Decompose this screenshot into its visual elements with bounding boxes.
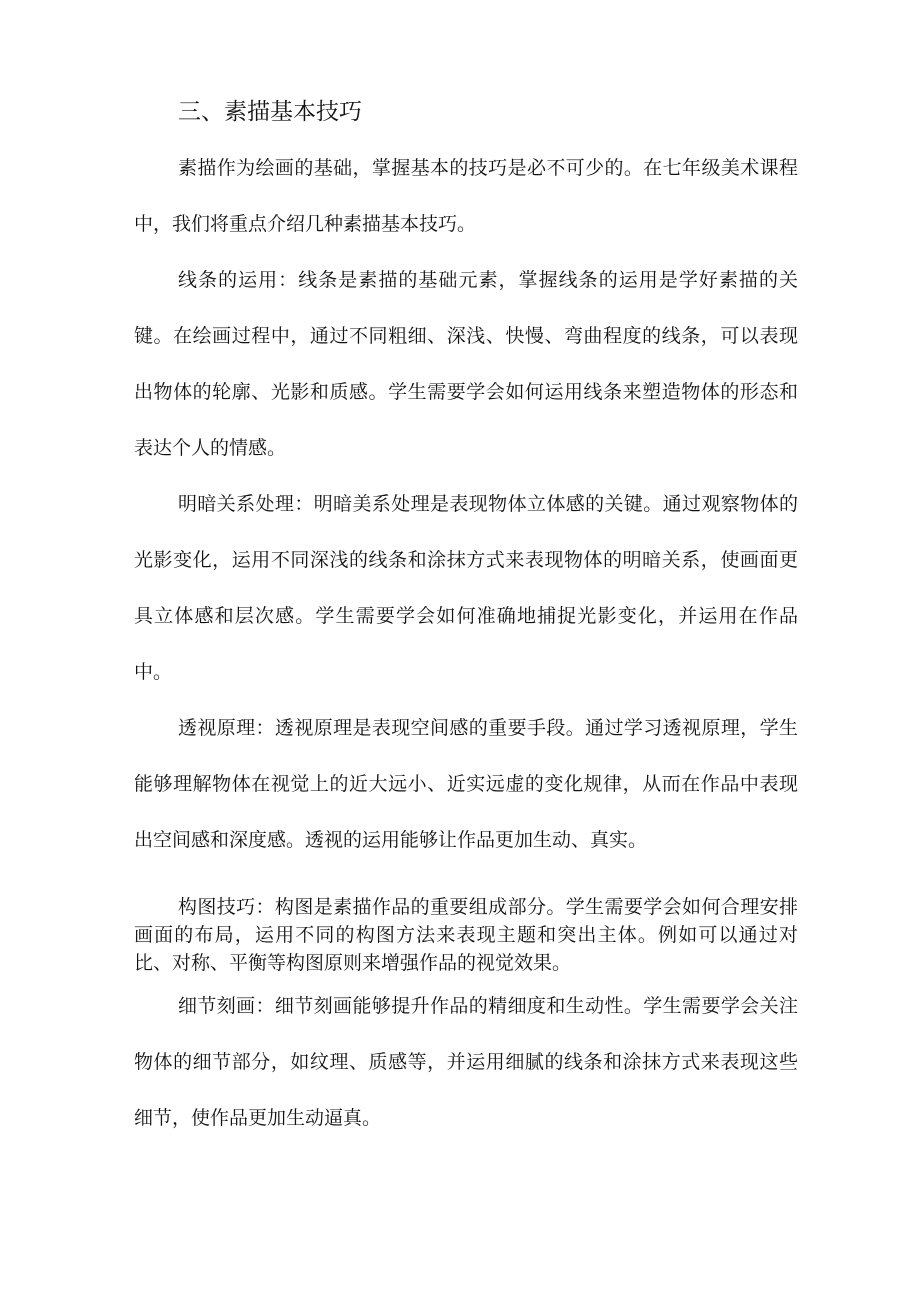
paragraph-composition: 构图技巧：构图是素描作品的重要组成部分。学生需要学会如何合理安排画面的布局，运用不同的构图方法来表现主题和突出主体。例如可以通过对比、对称、平衡等构图原则来增强作品的视觉效果。: [134, 896, 798, 974]
paragraph-detail: 细节刻画：细节刻画能够提升作品的精细度和生动性。学生需要学会关注物体的细节部分，如纹理、质感等，并运用细腻的线条和涂抹方式来表现这些细节，使作品更加生动逼真。: [134, 995, 798, 1129]
section-heading: 三、素描基本技巧: [178, 99, 362, 125]
paragraph-intro: 素描作为绘画的基础，掌握基本的技巧是必不可少的。在七年级美术课程中，我们将重点介绍几种素描基本技巧。: [134, 157, 798, 235]
paragraph-light-shadow: 明暗关系处理：明暗美系处理是表现物体立体感的关键。通过观察物体的光影变化，运用不同深浅的线条和涂抹方式来表现物体的明暗关系，使画面更具立体感和层次感。学生需要学会如何准确地捕捉光影变化，并运用在作品中。: [134, 493, 798, 683]
paragraph-line-usage: 线条的运用：线条是素描的基础元素，掌握线条的运用是学好素描的关键。在绘画过程中，通过不同粗细、深浅、快慢、弯曲程度的线条，可以表现出物体的轮廓、光影和质感。学生需要学会如何运用线条来塑造物体的形态和表达个人的情感。: [134, 269, 798, 459]
paragraph-perspective: 透视原理：透视原理是表现空间感的重要手段。通过学习透视原理，学生能够理解物体在视觉上的近大远小、近实远虚的变化规律，从而在作品中表现出空间感和深度感。透视的运用能够让作品更加生动、真实。: [134, 717, 798, 851]
